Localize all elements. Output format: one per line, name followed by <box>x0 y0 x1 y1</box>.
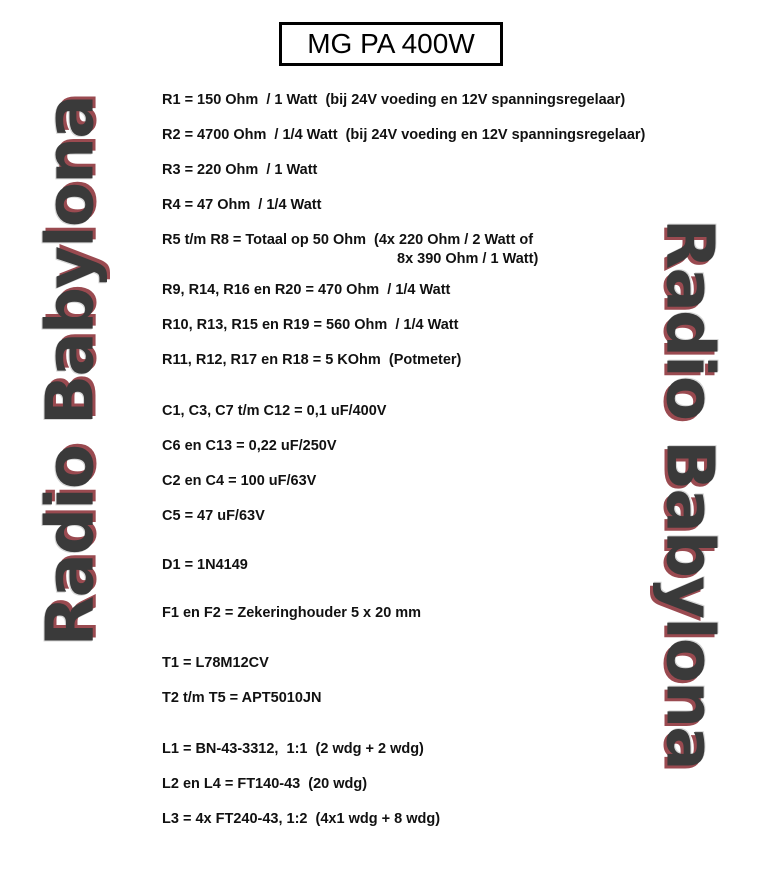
part-line-r11: R11, R12, R17 en R18 = 5 KOhm (Potmeter) <box>162 352 462 368</box>
part-line-l2: L2 en L4 = FT140-43 (20 wdg) <box>162 776 368 792</box>
watermark-left: Radio Babylona <box>31 96 109 647</box>
page-title: MG PA 400W <box>279 22 503 66</box>
part-line-l3: L3 = 4x FT240-43, 1:2 (4x1 wdg + 8 wdg) <box>162 811 441 827</box>
part-line-c5: C5 = 47 uF/63V <box>162 508 265 524</box>
part-line-r10: R10, R13, R15 en R19 = 560 Ohm / 1/4 Watt <box>162 317 459 333</box>
part-line-r2: R2 = 4700 Ohm / 1/4 Watt (bij 24V voeding en 12V spanningsregelaar) <box>162 127 646 143</box>
part-line-l1: L1 = BN-43-3312, 1:1 (2 wdg + 2 wdg) <box>162 741 424 757</box>
part-line-c2: C2 en C4 = 100 uF/63V <box>162 473 317 489</box>
part-line-r4: R4 = 47 Ohm / 1/4 Watt <box>162 197 322 213</box>
part-line-c1: C1, C3, C7 t/m C12 = 0,1 uF/400V <box>162 403 387 419</box>
part-line-r1: R1 = 150 Ohm / 1 Watt (bij 24V voeding en 12V spanningsregelaar) <box>162 92 626 108</box>
part-line-c6: C6 en C13 = 0,22 uF/250V <box>162 438 337 454</box>
part-line-d1: D1 = 1N4149 <box>162 557 248 573</box>
part-line-t2: T2 t/m T5 = APT5010JN <box>162 690 322 706</box>
part-line-r5-r8: R5 t/m R8 = Totaal op 50 Ohm (4x 220 Ohm / 2 Watt of <box>162 232 534 248</box>
part-line-r5-r8-cont: 8x 390 Ohm / 1 Watt) <box>397 251 539 267</box>
part-line-t1: T1 = L78M12CV <box>162 655 269 671</box>
part-line-r3: R3 = 220 Ohm / 1 Watt <box>162 162 318 178</box>
part-line-r9: R9, R14, R16 en R20 = 470 Ohm / 1/4 Watt <box>162 282 451 298</box>
part-line-f1: F1 en F2 = Zekeringhouder 5 x 20 mm <box>162 605 422 621</box>
watermark-right: Radio Babylona <box>651 218 729 769</box>
